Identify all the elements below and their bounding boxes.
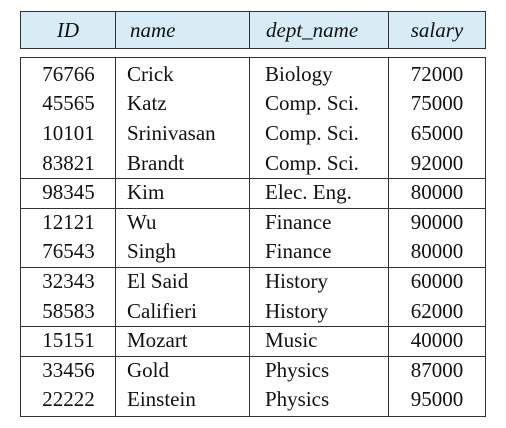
table-row: [21, 267, 485, 297]
cell-id: 10101: [42, 120, 95, 145]
header-salary: salary: [410, 17, 464, 42]
cell-name: Srinivasan: [127, 120, 216, 145]
cell-name: El Said: [127, 268, 189, 293]
cell-id: 98345: [42, 180, 95, 205]
cell-dept-name: Comp. Sci.: [265, 91, 359, 116]
cell-name: Singh: [127, 239, 177, 264]
cell-salary: 72000: [410, 61, 464, 86]
table-row: [21, 89, 485, 119]
cell-salary: 62000: [410, 298, 464, 323]
table-row: [21, 326, 485, 356]
cell-name: Kim: [127, 180, 165, 205]
table-row: [21, 178, 485, 208]
table-header: [20, 11, 486, 49]
table-row: [21, 385, 485, 415]
cell-id: 45565: [42, 91, 95, 116]
cell-dept-name: Physics: [265, 357, 330, 382]
cell-id: 12121: [42, 209, 95, 234]
cell-salary: 80000: [410, 180, 464, 205]
table-row: [21, 60, 485, 90]
cell-id: 33456: [42, 357, 95, 382]
cell-name: Brandt: [127, 150, 185, 175]
cell-name: Mozart: [127, 328, 188, 353]
cell-id: 22222: [42, 387, 95, 412]
cell-name: Gold: [127, 357, 169, 382]
cell-name: Crick: [127, 61, 174, 86]
cell-id: 76543: [42, 239, 95, 264]
cell-id: 83821: [42, 150, 95, 175]
header-name: name: [116, 12, 250, 48]
cell-dept-name: Music: [265, 328, 318, 353]
cell-dept-name: Comp. Sci.: [265, 120, 359, 145]
cell-salary: 90000: [410, 209, 464, 234]
header-id: ID: [21, 12, 116, 48]
table-body: [20, 57, 486, 417]
cell-salary: 60000: [410, 268, 464, 293]
cell-id: 15151: [42, 328, 95, 353]
cell-name: Califieri: [127, 298, 197, 323]
cell-salary: 80000: [410, 239, 464, 264]
cell-salary: 92000: [410, 150, 464, 175]
cell-dept-name: Physics: [265, 387, 330, 412]
cell-dept-name: History: [265, 298, 328, 323]
table-row: [21, 356, 485, 386]
cell-name: Katz: [127, 91, 167, 116]
cell-salary: 95000: [410, 387, 464, 412]
cell-name: Wu: [127, 209, 157, 234]
table-row: [21, 237, 485, 267]
cell-salary: 75000: [410, 91, 464, 116]
cell-salary: 40000: [410, 328, 464, 353]
cell-salary: 65000: [410, 120, 464, 145]
table-row: [21, 148, 485, 178]
cell-dept-name: History: [265, 268, 328, 293]
cell-dept-name: Finance: [265, 239, 332, 264]
header-dept-name: dept_name: [250, 12, 389, 48]
cell-id: 76766: [42, 61, 95, 86]
cell-name: Einstein: [127, 387, 196, 412]
table-row: [21, 208, 485, 238]
cell-dept-name: Biology: [265, 61, 333, 86]
cell-dept-name: Finance: [265, 209, 332, 234]
cell-dept-name: Comp. Sci.: [265, 150, 359, 175]
cell-salary: 87000: [410, 357, 464, 382]
cell-id: 58583: [42, 298, 95, 323]
cell-id: 32343: [42, 268, 95, 293]
cell-dept-name: Elec. Eng.: [265, 180, 352, 205]
table-row: [21, 296, 485, 326]
table-row: [21, 119, 485, 149]
